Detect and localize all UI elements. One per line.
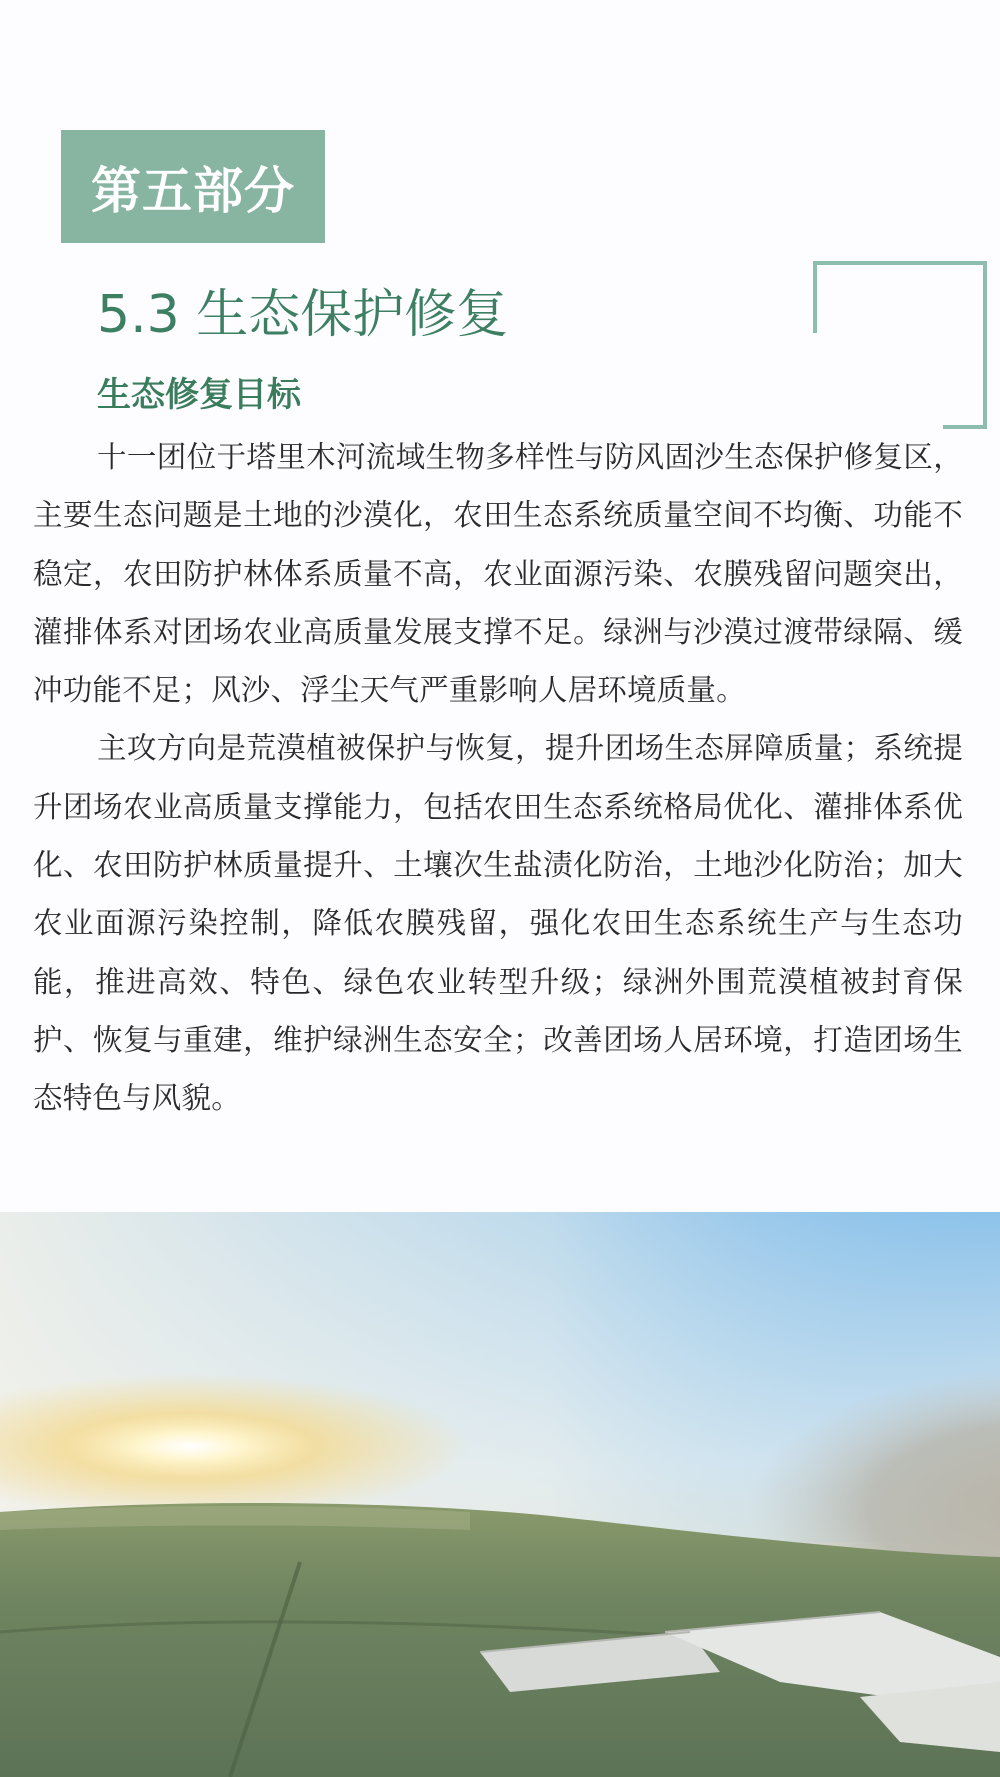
- landscape-photo: [0, 1212, 1000, 1777]
- part-label: 第五部分: [91, 161, 295, 220]
- subheading: 生态修复目标: [97, 375, 301, 415]
- decorative-corner-frame: [817, 261, 987, 425]
- paragraph-1: 十一团位于塔里木河流域生物多样性与防风固沙生态保护修复区，主要生态问题是土地的沙漠化，农田生态系统质量空间不均衡、功能不稳定，农田防护林体系质量不高，农业面源污染、农膜残留问题突出，灌排体系对团场农业高质量发展支撑不足。绿洲与沙漠过渡带绿隔、缓冲功能不足；风沙、浮尘天气严重影响人居环境质量。: [33, 440, 963, 708]
- body-text: [33, 428, 963, 1128]
- section-title: 5.3 生态保护修复: [97, 285, 509, 345]
- part-badge: [61, 130, 325, 243]
- frame-left-tick: [813, 261, 817, 333]
- paragraph-2: 主攻方向是荒漠植被保护与恢复，提升团场生态屏障质量；系统提升团场农业高质量支撑能力，包括农田生态系统格局优化、灌排体系优化、农田防护林质量提升、土壤次生盐渍化防治，土地沙化防治；加大农业面源污染控制，降低农膜残留，强化农田生态系统生产与生态功能，推进高效、特色、绿色农业转型升级；绿洲外围荒漠植被封育保护、恢复与重建，维护绿洲生态安全；改善团场人居环境，打造团场生态特色与风貌。: [33, 731, 963, 1116]
